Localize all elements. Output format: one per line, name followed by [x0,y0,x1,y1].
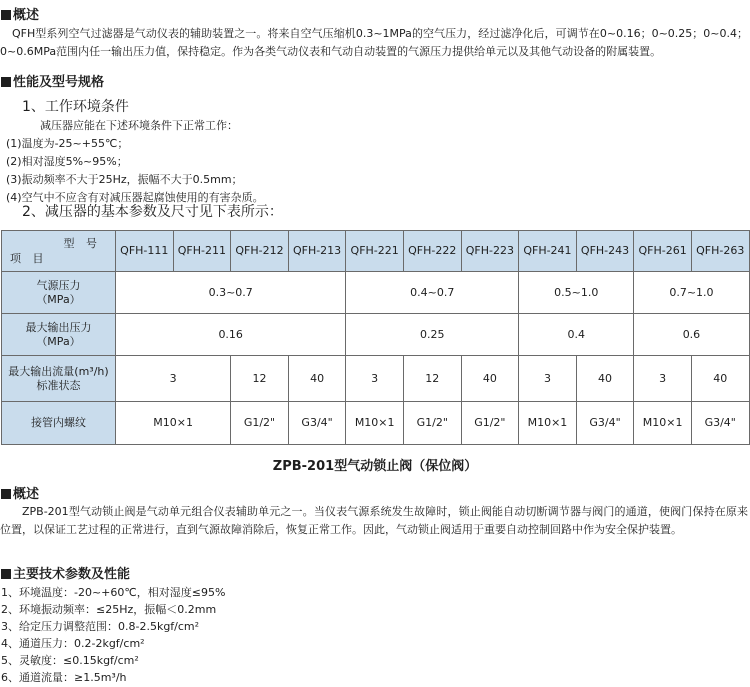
value-cell: 0.7~1.0 [634,272,749,314]
model-header-cell: QFH-263 [691,231,749,272]
row-label-cell: 最大输出压力 （MPa） [2,314,116,356]
value-cell: 0.3~0.7 [116,272,346,314]
value-cell: 40 [576,356,634,402]
value-cell: 3 [519,356,577,402]
value-cell: 40 [288,356,346,402]
model-header-cell: QFH-212 [231,231,289,272]
param-item: 2、环境振动频率：≤25Hz，振幅＜0.2mm [1,603,217,616]
env-conditions-title: 1、工作环境条件 [22,99,129,115]
value-cell: 0.4~0.7 [346,272,519,314]
value-cell: 0.6 [634,314,749,356]
env-item: (2)相对湿度5%~95%； [6,155,128,168]
spec-table [1,230,750,445]
value-cell: 3 [346,356,404,402]
table-row [2,402,750,445]
value-cell: M10×1 [346,402,404,445]
value-cell: 0.5~1.0 [519,272,634,314]
model-header-cell: QFH-213 [288,231,346,272]
value-cell: M10×1 [634,402,692,445]
model-header-cell: QFH-223 [461,231,519,272]
value-cell: G3/4" [576,402,634,445]
env-item: (4)空气中不应含有对减压器起腐蚀使用的有害杂质。 [6,191,264,204]
corner-label-model: 型 号 [63,237,101,250]
value-cell: 40 [461,356,519,402]
param-item: 1、环境温度：-20~+60℃，相对湿度≤95% [1,586,226,599]
square-bullet-icon [1,77,11,87]
value-cell: G1/2" [461,402,519,445]
value-cell: 40 [691,356,749,402]
tech-params-heading: 主要技术参数及性能 [1,563,130,582]
overview-paragraph-2: ZPB-201型气动锁止阀是气动单元组合仪表辅助单元之一。当仪表气源系统发生故障时，锁止阀能自动切断调节器与阀门的通道，使阀门保持在原来位置，以保证工艺过程的正常进行，直到气源故障消除后，恢复正常工作。因此，气动锁止阀适用于重要自动控制回路中作为安全保护装置。 [0,505,748,536]
specs-heading: 性能及型号规格 [1,71,104,90]
env-item: (1)温度为-25~+55℃； [6,137,129,150]
model-header-cell: QFH-241 [519,231,577,272]
square-bullet-icon [1,569,11,579]
value-cell: 3 [116,356,231,402]
param-item: 5、灵敏度：≤0.15kgf/cm² [1,654,139,667]
param-item: 6、通道流量：≥1.5m³/h [1,671,127,684]
table-row [2,272,750,314]
table-header-row [2,231,750,272]
params-table-title: 2、减压器的基本参数及尺寸见下表所示： [22,204,283,220]
value-cell: M10×1 [519,402,577,445]
square-bullet-icon [1,489,11,499]
value-cell: G3/4" [691,402,749,445]
square-bullet-icon [1,10,11,20]
value-cell: G3/4" [288,402,346,445]
model-header-cell: QFH-222 [403,231,461,272]
corner-label-item: 项 目 [10,252,48,265]
value-cell: M10×1 [116,402,231,445]
value-cell: 0.4 [519,314,634,356]
value-cell: 0.16 [116,314,346,356]
model-header-cell: QFH-243 [576,231,634,272]
value-cell: G1/2" [231,402,289,445]
row-label-cell: 最大输出流量(m³/h) 标准状态 [2,356,116,402]
overview-heading-2: 概述 [1,483,39,502]
overview-heading: 概述 [1,4,39,23]
model-header-cell: QFH-211 [173,231,231,272]
value-cell: 12 [231,356,289,402]
product-title: ZPB-201型气动锁止阀（保位阀） [272,459,478,474]
model-header-cell: QFH-221 [346,231,404,272]
model-header-cell: QFH-261 [634,231,692,272]
value-cell: 12 [403,356,461,402]
model-header-cell: QFH-111 [116,231,174,272]
value-cell: 0.25 [346,314,519,356]
env-item: (3)振动频率不大于25Hz，振幅不大于0.5mm； [6,173,243,186]
table-row [2,356,750,402]
param-item: 3、给定压力调整范围：0.8-2.5kgf/cm² [1,620,200,633]
table-corner-cell [2,231,116,272]
row-label-cell: 接管内螺纹 [2,402,116,445]
env-intro: 减压器应能在下述环境条件下正常工作： [40,119,238,132]
value-cell: G1/2" [403,402,461,445]
param-item: 4、通道压力：0.2-2kgf/cm² [1,637,145,650]
overview-paragraph: QFH型系列空气过滤器是气动仪表的辅助装置之一。将来自空气压缩机0.3~1MPa的空气压力，经过滤净化后，可调节在0~0.16；0~0.25；0~0.4；0~0.6MPa范围内任一输出压力值，保持稳定。作为各类气动仪表和气动自动装置的气源压力提供给单元以及其他气动设备的附属装置。 [0,27,748,58]
table-row [2,314,750,356]
value-cell: 3 [634,356,692,402]
row-label-cell: 气源压力 （MPa） [2,272,116,314]
